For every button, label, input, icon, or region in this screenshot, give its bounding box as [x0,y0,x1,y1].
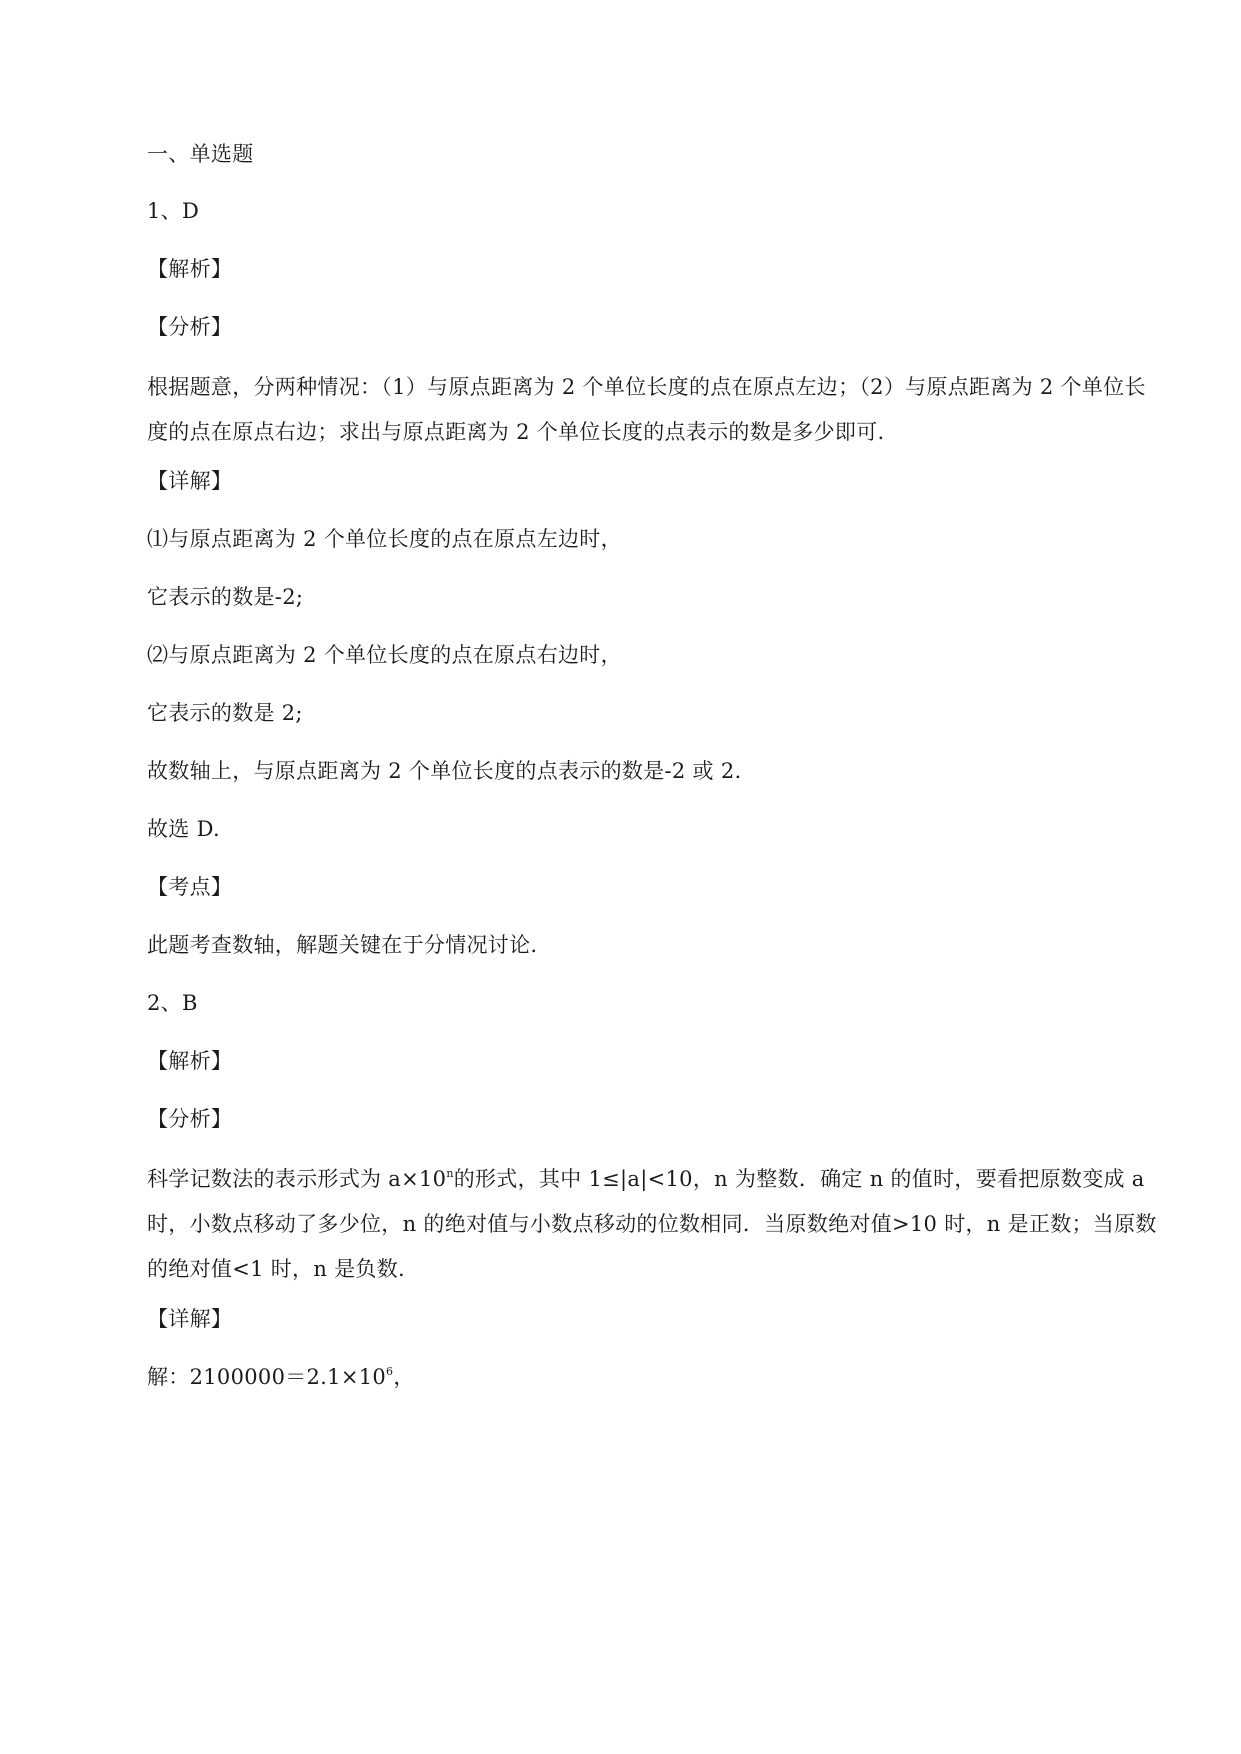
q2-solution-part-a: 解：2100000＝2.1×10 [147,1365,387,1389]
q2-answer: 2、B [147,991,198,1015]
q1-detail-line-4: 它表示的数是 2; [147,701,303,725]
q1-detail-line-1: ⑴与原点距离为 2 个单位长度的点在原点左边时， [147,527,622,551]
q1-detail-line-3: ⑵与原点距离为 2 个单位长度的点在原点右边时， [147,643,622,667]
q2-jiexi-heading: 【解析】 [147,1049,233,1073]
q1-kaodian-text: 此题考查数轴，解题关键在于分情况讨论. [147,933,538,957]
q1-jiexi-heading: 【解析】 [147,257,233,281]
section-title: 一、单选题 [147,142,254,166]
q2-analysis [147,1157,1157,1292]
q1-fenxi-heading: 【分析】 [147,315,233,339]
q1-detail-line-6: 故选 D. [147,817,220,841]
q2-solution-part-b: ， [393,1365,415,1389]
q1-xiangjie-heading: 【详解】 [147,469,233,493]
q1-answer: 1、D [147,199,200,223]
q2-solution [147,1365,415,1389]
q2-analysis-exponent: n [446,1167,454,1180]
q2-analysis-part-a: 科学记数法的表示形式为 a×10 [147,1167,447,1191]
q1-kaodian-heading: 【考点】 [147,875,233,899]
q2-fenxi-heading: 【分析】 [147,1107,233,1131]
q1-detail-line-5: 故数轴上，与原点距离为 2 个单位长度的点表示的数是-2 或 2. [147,759,742,783]
q2-analysis-part-b: 的形式，其中 1≤|a|<10，n 为整数．确定 n 的值时，要看把原数变成 a 时，小数点移动了多少位，n 的绝对值与小数点移动的位数相同．当原数绝对值>10 时，n 是正数；当原数的绝对值<1 时，n 是负数. [147,1167,1157,1281]
q2-solution-exponent: 6 [386,1365,394,1378]
q2-xiangjie-heading: 【详解】 [147,1307,233,1331]
q1-detail-line-2: 它表示的数是-2; [147,585,304,609]
q1-analysis: 根据题意，分两种情况：（1）与原点距离为 2 个单位长度的点在原点左边；（2）与原点距离为 2 个单位长度的点在原点右边；求出与原点距离为 2 个单位长度的点表示的数是多少即可. [147,375,1146,444]
